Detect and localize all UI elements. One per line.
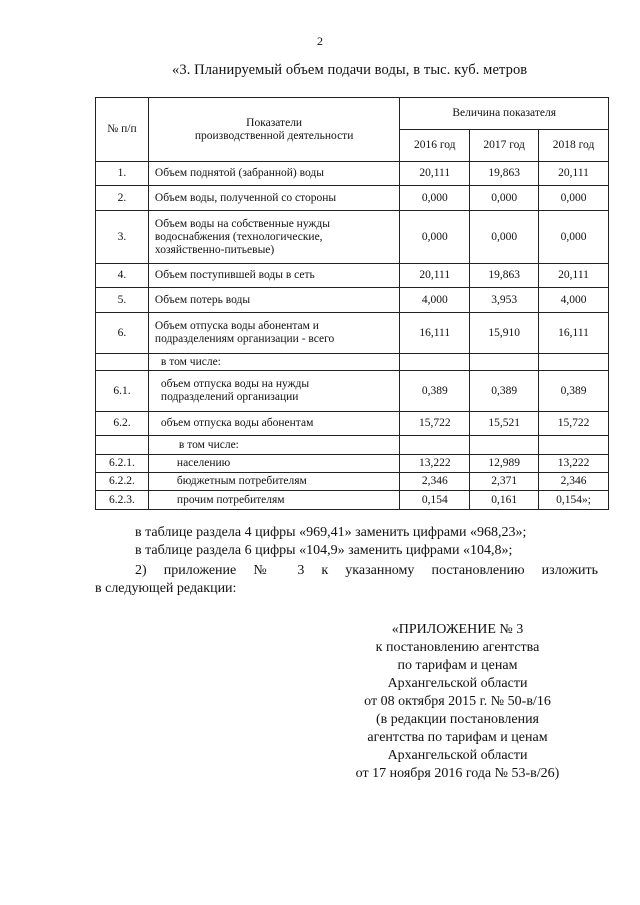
row-num: 6.2.2.: [96, 473, 149, 491]
row-label-line: объем отпуска воды на нужды: [160, 378, 310, 390]
row-value-2017: 0,161: [470, 491, 539, 510]
row-label-line: Объем отпуска воды абонентам и: [154, 320, 319, 332]
table-row: [96, 436, 609, 455]
row-value-2016: [400, 354, 470, 371]
row-value-2017: 0,000: [470, 186, 539, 211]
paragraph-appendix-intro-cont: в следующей редакции:: [95, 581, 237, 596]
row-num: [96, 354, 149, 371]
table-row: [96, 313, 609, 354]
row-label-line: Объем воды на собственные нужды: [154, 217, 330, 230]
table-row: [96, 162, 609, 186]
row-label-line: подразделениям организации - всего: [154, 333, 335, 345]
table-row: [96, 264, 609, 288]
row-value-2018: 0,000: [539, 211, 609, 264]
row-value-2018: [539, 354, 609, 371]
row-label: Объем поднятой (забранной) воды: [148, 162, 399, 186]
row-value-2017: [470, 436, 539, 455]
table-row: [96, 288, 609, 313]
row-value-2016: 4,000: [400, 288, 470, 313]
appendix-line: от 08 октября 2015 г. № 50-в/16: [364, 694, 551, 709]
row-value-2016: 0,000: [400, 211, 470, 264]
row-label: [148, 211, 399, 264]
row-value-2018: [539, 436, 609, 455]
row-label-line: водоснабжения (технологические,: [154, 230, 323, 243]
row-value-2017: 2,371: [470, 473, 539, 491]
row-num: 1.: [96, 162, 149, 186]
row-label-line: хозяйственно-питьевые): [154, 243, 275, 256]
row-label: Объем потерь воды: [148, 288, 399, 313]
table-row: [96, 491, 609, 510]
header-num: № п/п: [96, 98, 149, 162]
header-indicator: [148, 98, 399, 162]
appendix-line: Архангельской области: [387, 676, 528, 691]
row-value-2017: 15,521: [470, 412, 539, 436]
row-value-2018: 0,389: [539, 371, 609, 412]
appendix-line: по тарифам и ценам: [397, 658, 518, 673]
appendix-line: «ПРИЛОЖЕНИЕ № 3: [391, 622, 524, 637]
row-value-2018: 15,722: [539, 412, 609, 436]
row-value-2017: 19,863: [470, 162, 539, 186]
appendix-line: Архангельской области: [387, 748, 528, 763]
header-year-2017: 2017 год: [470, 130, 539, 162]
row-value-2018: 13,222: [539, 455, 609, 473]
row-num: 6.: [96, 313, 149, 354]
row-value-2018: 0,000: [539, 186, 609, 211]
appendix-line: к постановлению агентства: [375, 640, 540, 655]
row-value-2016: 16,111: [400, 313, 470, 354]
row-value-2016: 20,111: [400, 264, 470, 288]
row-value-2018: 0,154»;: [539, 491, 609, 510]
row-value-2017: 19,863: [470, 264, 539, 288]
water-supply-table: [95, 97, 609, 510]
row-num: 6.2.3.: [96, 491, 149, 510]
header-value: Величина показателя: [400, 98, 609, 130]
appendix-line: агентства по тарифам и ценам: [367, 730, 548, 745]
row-num: 6.2.: [96, 412, 149, 436]
row-label-line: подразделений организации: [160, 391, 299, 403]
row-value-2017: 0,389: [470, 371, 539, 412]
row-value-2018: 20,111: [539, 264, 609, 288]
table-row: [96, 371, 609, 412]
row-label: в том числе:: [148, 436, 399, 455]
row-num: 5.: [96, 288, 149, 313]
page-number: 2: [317, 34, 323, 48]
row-num: 3.: [96, 211, 149, 264]
appendix-line: (в редакции постановления: [375, 712, 540, 727]
appendix-header: [330, 621, 585, 783]
row-value-2018: 20,111: [539, 162, 609, 186]
row-value-2018: 4,000: [539, 288, 609, 313]
row-num: 6.2.1.: [96, 455, 149, 473]
row-value-2016: 13,222: [400, 455, 470, 473]
row-label: объем отпуска воды абонентам: [148, 412, 399, 436]
row-num: 4.: [96, 264, 149, 288]
row-value-2017: 15,910: [470, 313, 539, 354]
row-value-2016: 0,000: [400, 186, 470, 211]
row-label: в том числе:: [148, 354, 399, 371]
table-row: [96, 354, 609, 371]
table-row: [96, 455, 609, 473]
row-num: 2.: [96, 186, 149, 211]
header-indicator-line1: Показатели: [246, 116, 303, 129]
row-label: прочим потребителям: [148, 491, 399, 510]
row-value-2016: 2,346: [400, 473, 470, 491]
section-title: «3. Планируемый объем подачи воды, в тыс. куб. метров: [172, 62, 528, 78]
header-year-2016: 2016 год: [400, 130, 470, 162]
row-num: 6.1.: [96, 371, 149, 412]
row-value-2017: [470, 354, 539, 371]
row-label: Объем воды, полученной со стороны: [148, 186, 399, 211]
row-value-2018: 16,111: [539, 313, 609, 354]
paragraph-appendix-intro: 2) приложение № 3 к указанному постановлению изложить: [135, 563, 598, 578]
row-num: [96, 436, 149, 455]
table-row: [96, 211, 609, 264]
row-value-2017: 3,953: [470, 288, 539, 313]
row-value-2016: [400, 436, 470, 455]
row-value-2018: 2,346: [539, 473, 609, 491]
row-value-2016: 0,389: [400, 371, 470, 412]
row-value-2016: 15,722: [400, 412, 470, 436]
table-row: [96, 186, 609, 211]
header-year-2018: 2018 год: [539, 130, 609, 162]
appendix-line: от 17 ноября 2016 года № 53-в/26): [355, 766, 560, 781]
row-label: Объем поступившей воды в сеть: [148, 264, 399, 288]
row-label: [148, 313, 399, 354]
table-row: [96, 473, 609, 491]
header-indicator-line2: производственной деятельности: [194, 129, 354, 142]
row-label: бюджетным потребителям: [148, 473, 399, 491]
paragraph-table4-change: в таблице раздела 4 цифры «969,41» заменить цифрами «968,23»;: [135, 525, 527, 540]
row-value-2017: 0,000: [470, 211, 539, 264]
paragraph-table6-change: в таблице раздела 6 цифры «104,9» заменить цифрами «104,8»;: [135, 543, 513, 558]
row-label: [148, 371, 399, 412]
row-value-2016: 20,111: [400, 162, 470, 186]
row-label: населению: [148, 455, 399, 473]
row-value-2017: 12,989: [470, 455, 539, 473]
row-value-2016: 0,154: [400, 491, 470, 510]
table-row: [96, 412, 609, 436]
